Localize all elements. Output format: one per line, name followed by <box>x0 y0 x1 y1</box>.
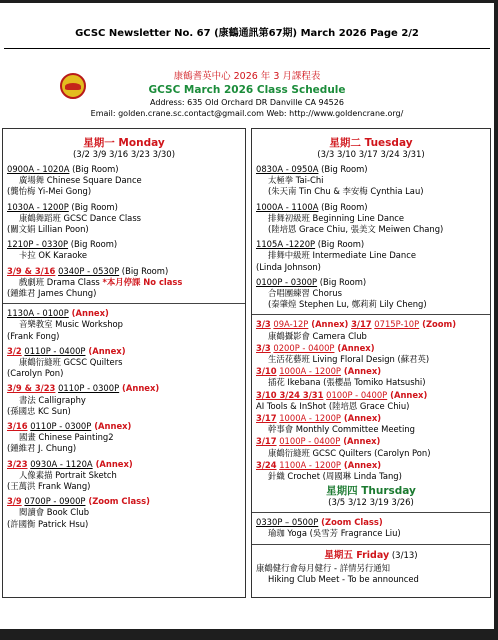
class-entry <box>256 366 486 388</box>
class-entry <box>7 266 241 300</box>
class-name: 針織 Crochet (周國琳 Linda Tang) <box>268 471 402 482</box>
class-location: (Annex) <box>387 389 428 400</box>
class-teacher: (王萬洪 Frank Wang) <box>7 481 91 492</box>
class-teacher: (龔怡梅 Yi-Mei Gong) <box>7 186 92 197</box>
class-name: 卡拉 OK Karaoke <box>19 250 88 261</box>
class-location: (Zoom Class) <box>85 496 150 507</box>
class-time: 0715P-10P <box>374 319 420 330</box>
class-location: (Annex) <box>91 421 132 432</box>
section-divider <box>252 512 490 513</box>
schedule-banner <box>0 71 494 119</box>
class-location: (Annex) <box>340 366 382 377</box>
class-name: 書法 Calligraphy <box>19 394 86 405</box>
class-location: (Annex) <box>92 458 133 469</box>
class-entry <box>256 413 486 435</box>
class-note: *本月停課 No class <box>102 276 183 287</box>
class-entry <box>256 436 486 458</box>
hiking-note-en: Hiking Club Meet - To be announced <box>268 573 419 584</box>
class-name: 康鶴攝影會 Camera Club <box>268 330 367 341</box>
page-header <box>0 15 494 49</box>
chinese-title: 康鶴耆英中心 2026 年 3 月課程表 <box>173 71 321 82</box>
english-title: GCSC March 2026 Class Schedule <box>148 84 346 96</box>
class-entry <box>7 164 241 198</box>
newsletter-page <box>0 3 494 630</box>
class-name: 瑜珈 Yoga (吳雪芳 Fragrance Liu) <box>268 528 401 539</box>
class-location: (Annex) <box>340 459 382 470</box>
class-location: (Zoom) <box>419 319 457 330</box>
class-date: 3/17 <box>256 436 277 447</box>
class-time: 0110P - 0300P <box>30 421 92 432</box>
class-entry <box>7 459 241 493</box>
class-location: (Annex) <box>119 383 160 394</box>
class-location: (Annex) <box>334 342 375 353</box>
monday-dates: (3/2 3/9 3/16 3/23 3/30) <box>72 150 176 160</box>
class-date: 3/17 <box>256 413 277 424</box>
class-name: 戲劇班 Drama Class <box>19 276 103 287</box>
class-location: (Annex) <box>340 436 381 447</box>
thursday-heading: 星期四 Thursday <box>326 485 416 498</box>
class-time: 1000A - 1100A <box>256 201 319 212</box>
class-entry <box>256 319 486 341</box>
class-teacher: (鍾維君 James Chung) <box>7 288 97 299</box>
class-date: 3/10 <box>256 366 277 377</box>
class-location: (Annex) <box>308 319 349 330</box>
class-entry <box>256 517 486 539</box>
thursday-dates: (3/5 3/12 3/19 3/26) <box>328 498 414 509</box>
class-teacher: (關文娟 Lillian Poon) <box>7 224 89 235</box>
class-time: 1130A - 0100P <box>7 308 69 319</box>
class-time: 1105A -1220P <box>256 239 316 250</box>
class-name: 康鶴衍縫班 GCSC Quilters (Carolyn Pon) <box>268 447 431 458</box>
address: Address: 635 Old Orchard DR Danville CA 94526 <box>150 98 344 107</box>
class-entry <box>256 390 486 412</box>
class-time: 0700P - 0900P <box>24 496 86 507</box>
class-entry <box>256 239 486 273</box>
class-date: 3/2 <box>7 345 22 356</box>
class-teacher: (孫國忠 KC Sun) <box>7 405 71 416</box>
friday-dates: (3/13) <box>389 550 418 561</box>
class-entry <box>7 308 241 342</box>
class-teacher: (陸培恩 Grace Chiu, 張美文 Meiwen Chang) <box>268 224 444 235</box>
class-teacher: (鍾維君 J. Chung) <box>7 443 77 454</box>
class-teacher: (許國衡 Patrick Hsu) <box>7 518 89 529</box>
class-entry <box>7 239 241 261</box>
class-room: (Big Room) <box>317 276 367 287</box>
class-location: (Annex) <box>68 308 109 319</box>
class-room: (Big Room) <box>69 164 119 174</box>
class-date: 3/23 <box>7 458 28 469</box>
class-room: (Big Room) <box>318 201 368 212</box>
class-room: (Big Room) <box>318 164 368 174</box>
class-entry <box>256 460 486 482</box>
class-time: 1210P - 0330P <box>7 239 69 250</box>
class-time: 0200P - 0400P <box>273 342 335 353</box>
section-divider <box>252 544 490 545</box>
class-name: 合唱團練習 Chorus <box>268 288 342 299</box>
class-name: AI Tools & InShot (陸培恩 Grace Chiu) <box>256 400 410 411</box>
class-entry <box>7 421 241 455</box>
class-time: 0930A - 1120A <box>30 458 93 469</box>
class-entry <box>7 346 241 380</box>
contact-line: Email: golden.crane.sc.contact@gmail.com Web: http://www.goldencrane.org/ <box>90 109 404 118</box>
class-teacher: (Carolyn Pon) <box>7 368 64 379</box>
newsletter-title: GCSC Newsletter No. 67 (康鶴通訊第67期) March 2026 Page 2/2 <box>75 28 419 39</box>
class-room: (Big Room) <box>68 201 118 212</box>
class-date: 3/9 <box>7 496 22 507</box>
hiking-note-zh: 康鶴健行會每月健行 - 詳情另行通知 <box>256 562 390 573</box>
class-time: 0110P - 0400P <box>24 345 86 356</box>
class-date: 3/3 <box>256 342 271 353</box>
class-entry <box>256 343 486 365</box>
class-entry <box>256 202 486 236</box>
class-entry <box>256 164 486 198</box>
tuesday-dates: (3/3 3/10 3/17 3/24 3/31) <box>317 150 425 160</box>
class-time: 1000A - 1200P <box>279 366 341 377</box>
class-entry <box>7 496 241 530</box>
class-name: 音樂教室 Music Workshop <box>19 319 123 330</box>
class-date: 3/10 3/24 3/31 <box>256 389 324 400</box>
friday-heading <box>256 549 486 563</box>
tuesday-column <box>251 128 491 598</box>
class-location: (Annex) <box>85 345 126 356</box>
class-name: 排舞中級班 Intermediate Line Dance <box>268 250 416 261</box>
header-divider <box>4 48 490 49</box>
class-location: (Annex) <box>340 413 382 424</box>
class-name: 插花 Ikebana (張櫻晶 Tomiko Hatsushi) <box>268 377 426 388</box>
class-time: 0100P - 0300P <box>256 276 318 287</box>
class-time: 0830A - 0950A <box>256 164 319 174</box>
class-name: 人像素描 Portrait Sketch <box>19 469 117 480</box>
class-time: 1100A - 1200P <box>279 459 341 470</box>
page-bottom-edge <box>0 629 498 640</box>
section-divider <box>3 303 245 304</box>
class-name: 閱讀會 Book Club <box>19 507 90 518</box>
class-time: 1030A - 1200P <box>7 201 69 212</box>
class-name: 康鶴衍縫班 GCSC Quilters <box>19 357 123 368</box>
class-room: (Big Room) <box>119 265 169 276</box>
class-time: 0110P - 0300P <box>58 383 120 394</box>
class-name: 國畫 Chinese Painting2 <box>19 432 114 443</box>
friday-label: 星期五 Friday <box>324 549 390 561</box>
class-time: 0900A - 1020A <box>7 164 70 174</box>
class-time: 0100P - 0400P <box>326 389 388 400</box>
class-date: 3/9 & 3/16 <box>7 265 56 276</box>
class-room: (Big Room) <box>315 239 365 250</box>
class-entry <box>7 202 241 236</box>
class-name: 太極拳 Tai-Chi <box>268 175 324 186</box>
class-date: 3/24 <box>256 459 277 470</box>
class-entry <box>256 277 486 311</box>
class-time: 0340P - 0530P <box>58 265 120 276</box>
monday-heading: 星期一 Monday <box>83 137 165 149</box>
class-name: 排舞初級班 Beginning Line Dance <box>268 212 405 223</box>
class-teacher: (Linda Johnson) <box>256 261 321 272</box>
class-time: 1000A - 1200P <box>279 413 341 424</box>
class-time: 09A-12P <box>273 319 309 330</box>
class-date: 3/17 <box>351 319 372 330</box>
tuesday-heading: 星期二 Tuesday <box>329 137 413 149</box>
class-date: 3/16 <box>7 421 28 432</box>
class-date: 3/3 <box>256 319 271 330</box>
class-location: (Zoom Class) <box>318 517 383 528</box>
class-name: 生活花藝班 Living Floral Design (蘇君英) <box>268 354 430 365</box>
class-teacher: (Frank Fong) <box>7 330 60 341</box>
class-room: (Big Room) <box>68 239 118 250</box>
monday-column <box>2 128 246 598</box>
class-teacher: (秦肇煌 Stephen Lu, 鄭莉莉 Lily Cheng) <box>268 299 427 310</box>
class-entry <box>7 383 241 417</box>
class-name: 廣場舞 Chinese Square Dance <box>19 175 142 186</box>
class-time: 0330P – 0500P <box>256 517 319 528</box>
class-name: 康鶴舞蹈班 GCSC Dance Class <box>19 212 142 223</box>
class-date: 3/9 & 3/23 <box>7 383 56 394</box>
section-divider <box>252 314 490 315</box>
class-teacher: (朱天南 Tin Chu & 李安梅 Cynthia Lau) <box>268 186 424 197</box>
class-name: 幹事會 Monthly Committee Meeting <box>268 424 415 435</box>
class-time: 0100P - 0400P <box>279 436 341 447</box>
